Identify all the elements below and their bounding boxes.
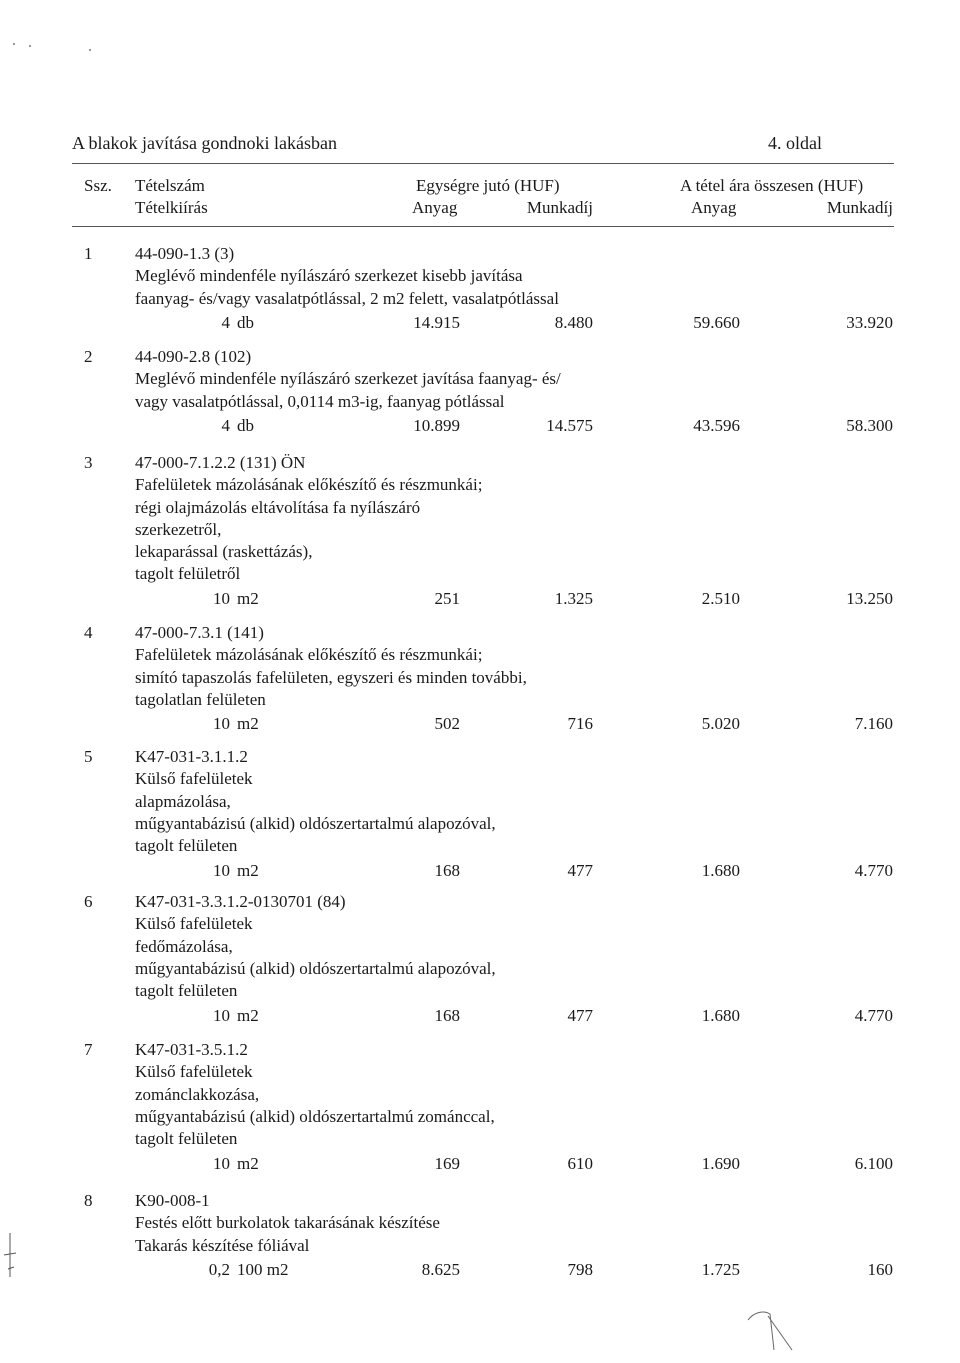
margin-mark-icon: [0, 1225, 24, 1285]
item-text-line: simító tapaszolás fafelületen, egyszeri és minden további,: [135, 667, 527, 687]
item-text-line: zománclakkozása,: [135, 1084, 260, 1104]
unit-labor-price: 477: [567, 860, 593, 880]
item-description: [135, 891, 496, 1002]
item-text-line: műgyantabázisú (alkid) oldószertartalmú zománccal,: [135, 1106, 495, 1126]
item-description: [135, 452, 482, 586]
total-labor-price: 13.250: [846, 588, 893, 608]
item-text-line: Külső fafelületek: [135, 769, 253, 789]
total-material-price: 1.680: [701, 860, 740, 880]
quantity: 10: [213, 714, 230, 734]
col-unit-anyag: Anyag: [412, 198, 458, 217]
item-number: 4: [84, 623, 93, 642]
item-description: [135, 1190, 440, 1257]
quantity: 4: [221, 312, 230, 332]
item-code: 44-090-1.3 (3): [135, 244, 235, 263]
item-price-row: [0, 312, 960, 334]
unit: db: [237, 415, 254, 435]
total-material-price: 59.660: [693, 312, 740, 332]
total-material-price: 43.596: [693, 415, 740, 435]
header-divider: [72, 163, 894, 164]
total-material-price: 1.680: [701, 1005, 740, 1025]
item-description: [135, 346, 561, 413]
unit: m2: [237, 1153, 259, 1173]
item-text-line: tagolt felületen: [135, 981, 238, 1001]
quantity: 10: [213, 1153, 230, 1173]
quantity: 10: [213, 860, 230, 880]
item-text-line: Festés előtt burkolatok takarásának készítése: [135, 1213, 440, 1233]
total-material-price: 1.725: [701, 1259, 740, 1279]
unit: 100 m2: [237, 1259, 289, 1279]
unit-material-price: 168: [434, 860, 460, 880]
quantity: 10: [213, 588, 230, 608]
item-text-line: Takarás készítése fóliával: [135, 1235, 310, 1255]
total-material-price: 5.020: [701, 714, 740, 734]
item-number: 6: [84, 892, 93, 911]
unit-material-price: 8.625: [421, 1259, 460, 1279]
col-total-group: A tétel ára összesen (HUF): [680, 176, 864, 195]
unit-labor-price: 8.480: [554, 312, 593, 332]
item-text-line: Fafelületek mázolásának előkészítő és részmunkái;: [135, 475, 483, 495]
item-text-line: fedőmázolása,: [135, 936, 233, 956]
col-ssz: Ssz.: [84, 176, 112, 195]
item-text-line: vagy vasalatpótlással, 0,0114 m3-ig, faanyag pótlással: [135, 391, 505, 411]
item-text-line: alapmázolása,: [135, 791, 231, 811]
item-description: [135, 1039, 495, 1150]
item-code: K47-031-3.1.1.2: [135, 747, 248, 766]
item-code: 47-000-7.3.1 (141): [135, 623, 264, 642]
unit-labor-price: 14.575: [546, 415, 593, 435]
total-labor-price: 58.300: [846, 415, 893, 435]
item-text-line: tagolt felületről: [135, 564, 241, 584]
corner-scribble-icon: [740, 1300, 810, 1360]
item-number: 1: [84, 244, 93, 263]
quantity: 4: [221, 415, 230, 435]
col-unit-group: Egységre jutó (HUF): [416, 176, 560, 195]
columns-divider: [72, 226, 894, 227]
item-text-line: Meglévő mindenféle nyílászáró szerkezet javítása faanyag- és/: [135, 369, 561, 389]
item-text-line: Külső fafelületek: [135, 1062, 253, 1082]
item-text-line: tagolt felületen: [135, 836, 238, 856]
unit-material-price: 169: [434, 1153, 460, 1173]
unit: m2: [237, 714, 259, 734]
col-unit-munkadij: Munkadíj: [526, 198, 593, 217]
item-text-line: tagolt felületen: [135, 1129, 238, 1149]
unit-labor-price: 716: [567, 714, 593, 734]
item-code: K90-008-1: [135, 1191, 210, 1210]
item-number: 2: [84, 347, 93, 366]
col-tetelszam: Tételszám: [135, 176, 205, 195]
col-total-munkadij: Munkadíj: [826, 198, 893, 217]
item-code: K47-031-3.3.1.2-0130701 (84): [135, 892, 346, 911]
unit-labor-price: 610: [567, 1153, 593, 1173]
item-price-row: [0, 860, 960, 882]
unit-material-price: 251: [434, 588, 460, 608]
item-text-line: Fafelületek mázolásának előkészítő és részmunkái;: [135, 645, 483, 665]
total-labor-price: 6.100: [854, 1153, 893, 1173]
item-text-line: szerkezetről,: [135, 519, 222, 539]
unit-material-price: 502: [434, 714, 460, 734]
top-specks-icon: [0, 30, 110, 60]
item-text-line: műgyantabázisú (alkid) oldószertartalmú alapozóval,: [135, 813, 496, 833]
total-labor-price: 33.920: [846, 312, 893, 332]
unit: m2: [237, 1005, 259, 1025]
item-price-row: [0, 1153, 960, 1175]
total-labor-price: 160: [867, 1259, 893, 1279]
item-code: K47-031-3.5.1.2: [135, 1040, 248, 1059]
unit-material-price: 14.915: [413, 312, 460, 332]
document-title: A blakok javítása gondnoki lakásban: [72, 133, 337, 153]
total-material-price: 1.690: [701, 1153, 740, 1173]
unit: m2: [237, 588, 259, 608]
quantity: 10: [213, 1005, 230, 1025]
item-price-row: [0, 1259, 960, 1281]
item-text-line: műgyantabázisú (alkid) oldószertartalmú alapozóval,: [135, 958, 496, 978]
item-price-row: [0, 588, 960, 610]
total-labor-price: 4.770: [854, 860, 893, 880]
quantity: 0,2: [208, 1259, 230, 1279]
unit-material-price: 168: [434, 1005, 460, 1025]
item-description: [135, 243, 559, 310]
total-labor-price: 7.160: [854, 714, 893, 734]
item-number: 3: [84, 453, 93, 472]
page-number: 4. oldal: [768, 133, 822, 153]
item-text-line: régi olajmázolás eltávolítása fa nyílászáró: [135, 497, 421, 517]
unit: db: [237, 312, 254, 332]
total-labor-price: 4.770: [854, 1005, 893, 1025]
unit: m2: [237, 860, 259, 880]
item-price-row: [0, 1005, 960, 1027]
item-number: 8: [84, 1191, 93, 1210]
unit-labor-price: 1.325: [554, 588, 593, 608]
col-total-anyag: Anyag: [691, 198, 737, 217]
unit-material-price: 10.899: [413, 415, 460, 435]
col-tetelkiiras: Tételkiírás: [135, 198, 208, 217]
unit-labor-price: 477: [567, 1005, 593, 1025]
item-description: [135, 746, 496, 857]
item-code: 44-090-2.8 (102): [135, 347, 252, 366]
item-text-line: lekaparással (raskettázás),: [135, 542, 313, 562]
total-material-price: 2.510: [701, 588, 740, 608]
item-text-line: Meglévő mindenféle nyílászáró szerkezet kisebb javítása: [135, 266, 523, 286]
item-number: 7: [84, 1040, 93, 1059]
item-text-line: Külső fafelületek: [135, 914, 253, 934]
unit-labor-price: 798: [567, 1259, 593, 1279]
item-price-row: [0, 415, 960, 437]
item-description: [135, 622, 527, 711]
item-code: 47-000-7.1.2.2 (131) ÖN: [135, 453, 306, 472]
item-number: 5: [84, 747, 93, 766]
item-text-line: tagolatlan felületen: [135, 689, 266, 709]
item-text-line: faanyag- és/vagy vasalatpótlással, 2 m2 felett, vasalatpótlással: [135, 288, 559, 308]
item-price-row: [0, 713, 960, 735]
